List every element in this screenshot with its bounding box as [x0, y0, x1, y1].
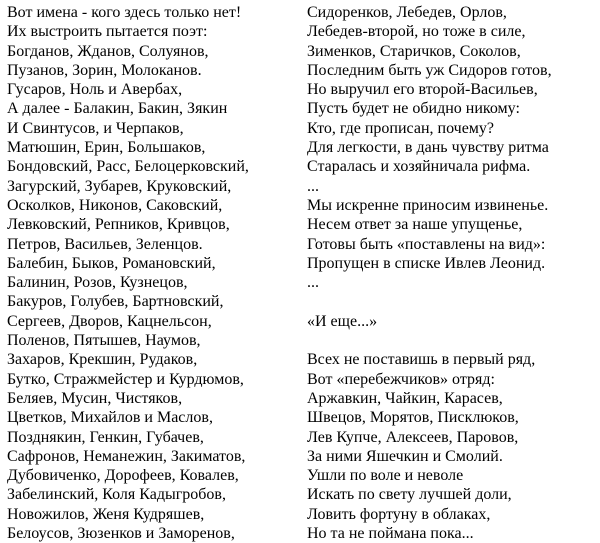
poem-left-column [7, 3, 297, 543]
poem-line: Матюшин, Ерин, Большаков, [7, 139, 206, 157]
poem-line: Ушли по воле и неволе [307, 467, 464, 485]
poem-line: Позднякин, Генкин, Губачев, [7, 428, 204, 446]
poem-line: Сергеев, Дворов, Кацнельсон, [7, 312, 212, 330]
poem-line: Старалась и хозяйничала рифма. [307, 158, 531, 176]
poem-line: Всех не поставишь в первый ряд, [307, 351, 536, 369]
poem-line: Гусаров, Ноль и Авербах, [7, 81, 183, 99]
poem-line: И Свинтусов, и Черпаков, [7, 119, 184, 137]
poem-right-column [307, 3, 597, 543]
poem-line: Лебедев-второй, но тоже в силе, [307, 23, 526, 41]
poem-line: Последним быть уж Сидоров готов, [307, 61, 552, 79]
poem-line: Швецов, Морятов, Писклюков, [307, 409, 519, 427]
poem-line: Зименков, Старичков, Соколов, [307, 42, 521, 60]
poem-line: Вот имена - кого здесь только нет! [7, 4, 242, 21]
poem-line [307, 331, 597, 350]
poem-line [307, 292, 597, 311]
poem-line: Но та не поймана пока... [307, 525, 474, 543]
poem-line: ... [307, 274, 319, 292]
poem-line: Белоусов, Зюзенков и Заморенов, [7, 525, 235, 543]
poem-line: Забелинский, Коля Кадыгробов, [7, 486, 226, 504]
poem-line: Бутко, Стражмейстер и Курдюмов, [7, 370, 244, 388]
poem-line: Пусть будет не обидно никому: [307, 100, 520, 118]
poem-line: Цветков, Михайлов и Маслов, [7, 409, 213, 427]
poem-line: Богданов, Жданов, Солуянов, [7, 42, 209, 60]
poem-line: Несем ответ за наше упущенье, [307, 216, 523, 234]
poem-line: Но выручил его второй-Васильев, [307, 81, 538, 99]
poem-line: Левковский, Репников, Кривцов, [7, 216, 230, 234]
poem-line: Мы искренне приносим извиненье. [307, 196, 549, 214]
poem-line: Загурский, Зубарев, Круковский, [7, 177, 232, 195]
poem-line: Поленов, Пятышев, Наумов, [7, 332, 201, 350]
poem-line: ... [307, 177, 319, 195]
poem-line: Готовы быть «поставлены на вид»: [307, 235, 546, 253]
poem-line: Осколков, Никонов, Саковский, [7, 196, 223, 214]
poem-line: Балебин, Быков, Романовский, [7, 254, 216, 272]
poem-line: Аржавкин, Чайкин, Карасев, [307, 389, 503, 407]
poem-line: Сафронов, Неманежин, Закиматов, [7, 447, 246, 465]
poem-line: Пузанов, Зорин, Молоканов. [7, 61, 202, 79]
poem-line: Бакуров, Голубев, Бартновский, [7, 293, 224, 311]
poem-line: А далее - Балакин, Бакин, Зякин [7, 100, 228, 118]
poem-line: Лев Купче, Алексеев, Паровов, [307, 428, 519, 446]
poem-line: Их выстроить пытается поэт: [7, 23, 208, 41]
poem-line: Новожилов, Женя Кудряшев, [7, 505, 205, 523]
poem-line: Бондовский, Расс, Белоцерковский, [7, 158, 249, 176]
poem-line: Вот «перебежчиков» отряд: [307, 370, 495, 388]
poem-line: Для легкости, в дань чувству ритма [307, 139, 549, 157]
poem-line: Балинин, Розов, Кузнецов, [7, 274, 188, 292]
poem-line: За ними Яшечкин и Смолий. [307, 447, 503, 465]
poem-line: Дубовиченко, Дорофеев, Ковалев, [7, 467, 239, 485]
poem-line: Ловить фортуну в облаках, [307, 505, 491, 523]
poem-line: Сидоренков, Лебедев, Орлов, [307, 4, 507, 21]
poem-line: Захаров, Крекшин, Рудаков, [7, 351, 198, 369]
poem-line: «И еще...» [307, 312, 378, 330]
poem-line: Петров, Васильев, Зеленцов. [7, 235, 203, 253]
poem-line: Искать по свету лучшей доли, [307, 486, 512, 504]
poem-line: Кто, где прописан, почему? [307, 119, 495, 137]
poem-line: Пропущен в списке Ивлев Леонид. [307, 254, 546, 272]
poem-line: Беляев, Мусин, Чистяков, [7, 389, 183, 407]
